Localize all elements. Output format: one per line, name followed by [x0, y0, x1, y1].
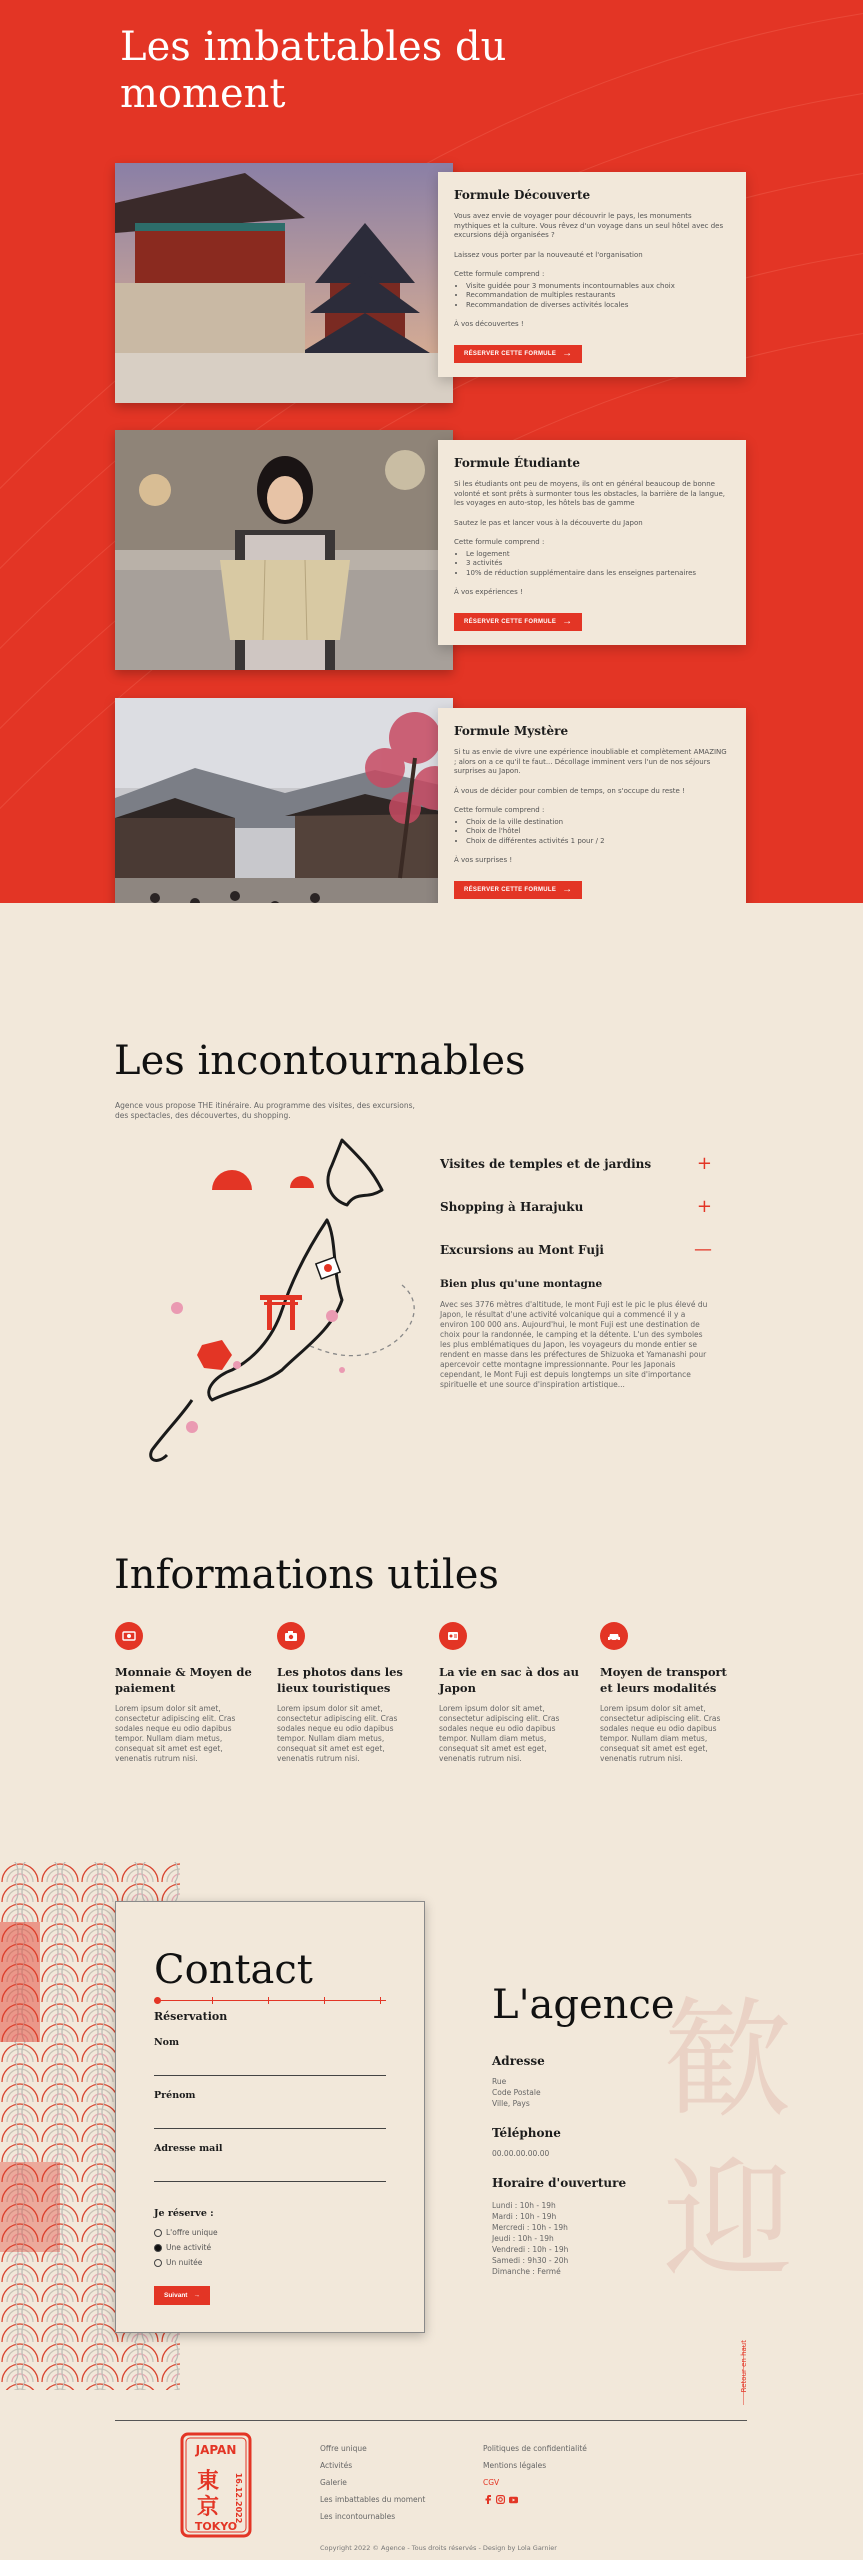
arrow-right-icon: → [562, 615, 573, 627]
accordion-label: Excursions au Mont Fuji [440, 1243, 604, 1257]
next-button[interactable] [154, 2286, 210, 2305]
footer-link-galerie[interactable]: Galerie [320, 2478, 347, 2487]
info-item-monnaie [115, 1622, 255, 1764]
scroll-to-top-link[interactable]: Retour en haut [740, 2340, 748, 2393]
svg-text:16.12.2022: 16.12.2022 [234, 2472, 243, 2524]
list-item: • Recommandation de diverses activités locales [466, 301, 730, 311]
accordion-harajuku[interactable] [440, 1196, 712, 1217]
hours-line: Lundi : 10h - 19h [492, 2201, 556, 2210]
infos-title: Informations utiles [114, 1552, 499, 1598]
incontournables-title: Les incontournables [114, 1038, 526, 1084]
copyright-text: Copyright 2022 © Agence - Tous droits réservés - Design by Lola Garnier [320, 2544, 557, 2552]
info-title: Les photos dans les lieux touristiques [277, 1665, 403, 1695]
accordion-body-title: Bien plus qu'une montagne [440, 1278, 603, 1290]
accordion-label: Visites de temples et de jardins [440, 1157, 652, 1171]
social-links [483, 2495, 518, 2504]
svg-text:東: 東 [196, 2468, 220, 2494]
formula-card-etudiante [438, 440, 746, 645]
info-text: Lorem ipsum dolor sit amet, consectetur adipiscing elit. Cras sodales neque eu odio dapibus tempor. Nullam diam metus, consequat sit amet est eget, venenatis rutrum nisi. [115, 1704, 236, 1763]
agence-title: L'agence [492, 1982, 675, 2028]
formula-card-decouverte [438, 172, 746, 377]
hero-title: Les imbattables du moment [120, 24, 507, 117]
hours-line: Mercredi : 10h - 19h [492, 2223, 568, 2232]
backpack-icon [439, 1622, 467, 1650]
button-label: RÉSERVER CETTE FORMULE [464, 350, 557, 357]
formula-closing: À vos découvertes ! [454, 320, 524, 328]
step-tick [380, 1997, 381, 2004]
info-text: Lorem ipsum dolor sit amet, consectetur adipiscing elit. Cras sodales neque eu odio dapibus tempor. Nullam diam metus, consequat sit amet est eget, venenatis rutrum nisi. [439, 1704, 560, 1763]
radio-circle[interactable] [154, 2229, 162, 2237]
radio-label: Une activité [166, 2243, 212, 2252]
hours-title: Horaire d'ouverture [492, 2176, 627, 2190]
japan-map-illustration [132, 1130, 442, 1480]
footer-link-cgv[interactable]: CGV [483, 2478, 500, 2487]
footer-link-imbattables[interactable]: Les imbattables du moment [320, 2495, 426, 2504]
radio-offre-unique[interactable] [154, 2225, 386, 2240]
instagram-icon[interactable] [496, 2495, 505, 2504]
formula-card-mystere [438, 708, 746, 903]
svg-text:京: 京 [196, 2494, 220, 2520]
formula-intro: Si tu as envie de vivre une expérience inoubliable et complètement AMAZING ; alors on a ce qu'il te faut... Décollage imminent vers l'un de nos séjours surprises au Japon. [454, 748, 727, 775]
accordion-temples[interactable] [440, 1153, 712, 1174]
formula-line: Sautez le pas et lancer vous à la découverte du Japon [454, 518, 643, 527]
info-text: Lorem ipsum dolor sit amet, consectetur adipiscing elit. Cras sodales neque eu odio dapibus tempor. Nullam diam metus, consequat sit amet est eget, venenatis rutrum nisi. [600, 1704, 721, 1763]
list-item: • Choix de différentes activités 1 pour / 2 [466, 837, 730, 847]
accordion-mont-fuji[interactable] [440, 1239, 712, 1260]
address-line: Code Postale [492, 2088, 541, 2097]
formula-items [466, 818, 730, 847]
footer-link-legal[interactable]: Mentions légales [483, 2461, 547, 2470]
footer-divider [115, 2420, 747, 2421]
footer-link-incontournables[interactable]: Les incontournables [320, 2512, 396, 2521]
button-label: Suivant [164, 2292, 188, 2299]
nom-label: Nom [154, 2037, 180, 2048]
reserve-formula-button[interactable] [454, 881, 582, 899]
money-icon [115, 1622, 143, 1650]
camera-icon [277, 1622, 305, 1650]
hero-section [0, 0, 863, 903]
list-item: • Choix de la ville destination [466, 818, 730, 828]
reserve-formula-button[interactable] [454, 345, 582, 363]
radio-label: L'offre unique [166, 2228, 218, 2237]
step-label: Réservation [154, 2010, 228, 2023]
hours-line: Samedi : 9h30 - 20h [492, 2256, 569, 2265]
list-item: • 10% de réduction supplémentaire dans les enseignes partenaires [466, 569, 730, 579]
phone-title: Téléphone [492, 2126, 561, 2140]
formula-includes: Cette formule comprend : [454, 806, 545, 814]
email-input[interactable] [154, 2168, 386, 2182]
steps-line [154, 2000, 386, 2001]
formula-intro: Si les étudiants ont peu de moyens, ils ont en général beaucoup de bonne volonté et sont prêts à surmonter tous les obstacles, la barrière de la langue, les voyages en auto-stop, les hôtels bas de gamme [454, 480, 726, 507]
prenom-input[interactable] [154, 2115, 386, 2129]
radio-nuitee[interactable] [154, 2255, 386, 2270]
formula-includes: Cette formule comprend : [454, 270, 545, 278]
list-item: • Visite guidée pour 3 monuments incontournables aux choix [466, 282, 730, 292]
hours-line: Jeudi : 10h - 19h [492, 2234, 554, 2243]
plus-icon: + [696, 1153, 712, 1174]
radio-circle-checked[interactable] [154, 2244, 162, 2252]
step-dot-active [154, 1997, 161, 2004]
hours-line: Dimanche : Fermé [492, 2267, 561, 2276]
info-title: Moyen de transport et leurs modalités [600, 1665, 727, 1695]
hours-line: Vendredi : 10h - 19h [492, 2245, 569, 2254]
formula-line: Laissez vous porter par la nouveauté et l'organisation [454, 250, 643, 259]
formula-includes: Cette formule comprend : [454, 538, 545, 546]
button-label: RÉSERVER CETTE FORMULE [464, 886, 557, 893]
svg-text:TOKYO: TOKYO [194, 2520, 238, 2533]
info-item-sac-a-dos [439, 1622, 579, 1764]
street-photo [115, 698, 453, 903]
address-title: Adresse [492, 2054, 545, 2068]
arrow-right-icon: → [562, 347, 573, 359]
formula-closing: À vos expériences ! [454, 588, 523, 596]
arrow-right-icon: → [193, 2292, 200, 2299]
hours-block [492, 2200, 568, 2277]
footer-link-activites[interactable]: Activités [320, 2461, 353, 2470]
list-item: • 3 activités [466, 559, 730, 569]
info-item-transport [600, 1622, 740, 1764]
contact-form-card [115, 1901, 425, 2333]
radio-label: Un nuitée [166, 2258, 203, 2267]
plus-icon: + [696, 1196, 712, 1217]
footer-link-offre-unique[interactable]: Offre unique [320, 2444, 367, 2453]
minus-icon: — [694, 1239, 712, 1260]
info-title: La vie en sac à dos au Japon [439, 1665, 579, 1695]
list-item: • Recommandation de multiples restaurants [466, 291, 730, 301]
step-tick [324, 1997, 325, 2004]
car-icon [600, 1622, 628, 1650]
radio-une-activite[interactable] [154, 2240, 386, 2255]
arrow-right-icon: → [562, 883, 573, 895]
address-block [492, 2076, 541, 2109]
accordion-label: Shopping à Harajuku [440, 1200, 584, 1214]
list-item: • Choix de l'hôtel [466, 827, 730, 837]
formula-title: Formule Découverte [454, 188, 591, 202]
phone-number: 00.00.00.00.00 [492, 2149, 550, 2158]
prenom-field-group [154, 2090, 386, 2129]
accordion-body-text: Avec ses 3776 mètres d'altitude, le mont Fuji est le pic le plus élevé du Japon, le résultat d'une activité volcanique qui a commencé il y a environ 100 000 ans. Aujourd'hui, le mont Fuji est une destination de choix pour la randonnée, le camping et la détente. L'un des symboles les plus emblématiques du Japon, les voyageurs du monde entier se rendent en masse dans les préfectures de Shizuoka et Yamanashi pour apercevoir cette montagne impressionnante. Pour les Japonais cependant, le Mont Fuji est depuis longtemps un site d'importance spirituelle et une source d'inspiration artistique... [440, 1300, 708, 1389]
formula-title: Formule Étudiante [454, 456, 581, 470]
info-title: Monnaie & Moyen de paiement [115, 1665, 252, 1695]
welcome-kanji-decoration: 歓迎 [662, 1984, 793, 2296]
form-steps-progress [154, 1994, 386, 2008]
contact-title: Contact [154, 1947, 313, 1993]
japan-tokyo-stamp-logo [180, 2432, 252, 2538]
info-item-photos [277, 1622, 417, 1764]
prenom-label: Prénom [154, 2090, 196, 2101]
email-field-group [154, 2143, 386, 2182]
email-label: Adresse mail [154, 2143, 223, 2154]
youtube-icon[interactable] [509, 2495, 518, 2504]
facebook-icon[interactable] [483, 2495, 492, 2504]
nom-field-group [154, 2037, 386, 2076]
student-photo [115, 430, 453, 670]
step-tick [212, 1997, 213, 2004]
reserve-label: Je réserve : [154, 2208, 214, 2219]
formula-intro: Vous avez envie de voyager pour découvrir le pays, les monuments mythiques et la culture. Vous rêvez d'un voyage dans un seul hôtel avec des excursions déjà organisées ? [454, 212, 724, 239]
list-item: • Le logement [466, 550, 730, 560]
formula-items [466, 550, 730, 579]
info-text: Lorem ipsum dolor sit amet, consectetur adipiscing elit. Cras sodales neque eu odio dapibus tempor. Nullam diam metus, consequat sit amet est eget, venenatis rutrum nisi. [277, 1704, 398, 1763]
formula-items [466, 282, 730, 311]
hours-line: Mardi : 10h - 19h [492, 2212, 557, 2221]
svg-text:JAPAN: JAPAN [195, 2443, 237, 2457]
address-line: Ville, Pays [492, 2099, 530, 2108]
nom-input[interactable] [154, 2062, 386, 2076]
button-label: RÉSERVER CETTE FORMULE [464, 618, 557, 625]
reserve-formula-button[interactable] [454, 613, 582, 631]
formula-closing: À vos surprises ! [454, 856, 513, 864]
footer-link-privacy[interactable]: Politiques de confidentialité [483, 2444, 587, 2453]
step-tick [268, 1997, 269, 2004]
incontournables-subtitle: Agence vous propose THE itinéraire. Au programme des visites, des excursions, des spectacles, des découvertes, du shopping. [115, 1101, 415, 1120]
address-line: Rue [492, 2077, 507, 2086]
temple-photo [115, 163, 453, 403]
formula-line: À vous de décider pour combien de temps, on s'occupe du reste ! [454, 786, 685, 795]
formula-title: Formule Mystère [454, 724, 569, 738]
radio-circle[interactable] [154, 2259, 162, 2267]
